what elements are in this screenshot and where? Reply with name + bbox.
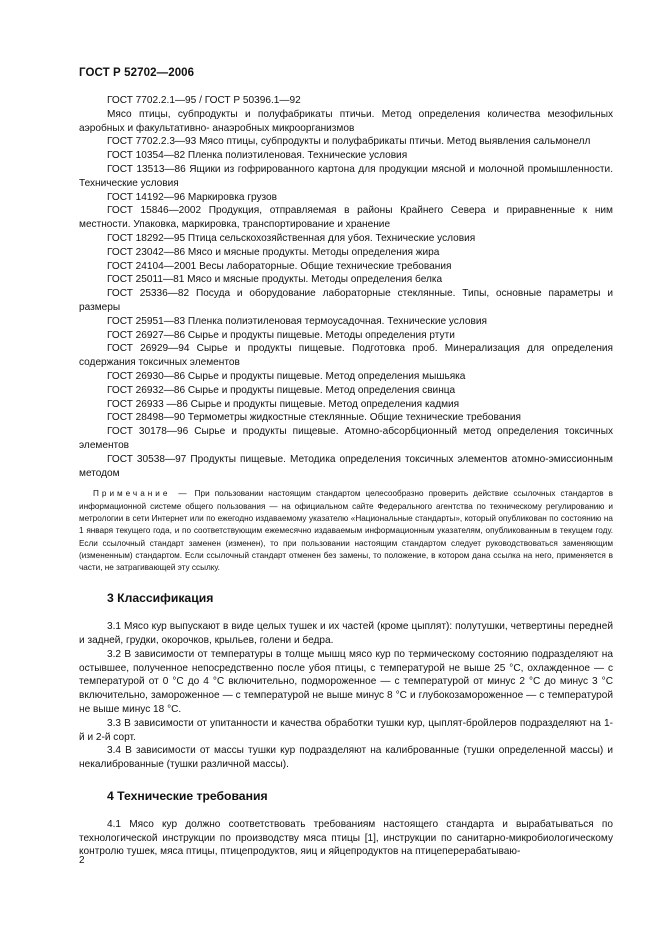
ref-line: ГОСТ 13513—86 Ящики из гофрированного картона для продукции мясной и молочной промышленности. Технические условия	[79, 163, 613, 189]
ref-line: ГОСТ 24104—2001 Весы лабораторные. Общие технические требования	[107, 260, 452, 272]
document-body	[79, 94, 613, 859]
ref-line: ГОСТ 7702.2.3—93 Мясо птицы, субпродукты и полуфабрикаты птичьи. Метод выявления сальмонелл	[107, 136, 591, 148]
ref-line: ГОСТ 15846—2002 Продукция, отправляемая в районы Крайнего Севера и приравненные к ним местности. Упаковка, маркировка, транспортирование и хранение	[79, 205, 613, 231]
paragraph-4-1: 4.1 Мясо кур должно соответствовать требованиям настоящего стандарта и вырабатываться по технологической инструкции по производству мяса птицы [1], инструкции по санитарно-микробиологическому контролю тушек, мяса птицы, птицепродуктов, яиц и яйцепродуктов на птицеперерабатываю-	[79, 818, 613, 858]
ref-line: ГОСТ 26933 —86 Сырье и продукты пищевые. Метод определения кадмия	[107, 398, 460, 410]
ref-line: ГОСТ 26930—86 Сырье и продукты пищевые. Метод определения мышьяка	[107, 370, 466, 382]
ref-line: Мясо птицы, субпродукты и полуфабрикаты птичьи. Метод определения количества мезофильных аэробных и факультативно- анаэробных микроорганизмов	[79, 108, 613, 134]
ref-line: ГОСТ 26927—86 Сырье и продукты пищевые. Методы определения ртути	[107, 329, 455, 341]
paragraph-3-3: 3.3 В зависимости от упитанности и качества обработки тушки кур, цыплят-бройлеров подразделяют на 1-й и 2-й сорт.	[79, 717, 613, 743]
section-3-heading: 3 Классификация	[107, 591, 214, 606]
ref-line: ГОСТ 30538—97 Продукты пищевые. Методика определения токсичных элементов атомно-эмиссионным методом	[79, 453, 613, 479]
ref-line: ГОСТ 30178—96 Сырье и продукты пищевые. Атомно-абсорбционный метод определения токсичных элементов	[79, 426, 613, 451]
ref-line: ГОСТ 23042—86 Мясо и мясные продукты. Методы определения жира	[107, 246, 440, 258]
ref-line: ГОСТ 28498—90 Термометры жидкостные стеклянные. Общие технические требования	[107, 412, 522, 424]
ref-line: ГОСТ 18292—95 Птица сельскохозяйственная для убоя. Технические условия	[107, 232, 476, 244]
ref-line: ГОСТ 25336—82 Посуда и оборудование лабораторные стеклянные. Типы, основные параметры и размеры	[79, 288, 613, 313]
paragraph-3-4: 3.4 В зависимости от массы тушки кур подразделяют на калиброванные (тушки определенной массы) и некалиброванные (тушки различной массы).	[79, 745, 613, 771]
section-4-heading: 4 Технические требования	[107, 788, 268, 803]
note-text: При пользовании настоящим стандартом целесообразно проверить действие ссылочных стандартов в информационной системе общего пользования — на официальном сайте Федерального агентства по техническому регулированию и метрологии в сети Интернет или по ежегодно издаваемому указателю «Национальные стандарты», который опубликован по состоянию на 1 января текущего года, и по соответствующим ежемесячно издаваемым информационным указателям, опубликованным в текущем году. Если ссылочный стандарт заменен (изменен), то при пользовании настоящим стандартом следует руководствоваться заменяющим (измененным) стандартом. Если ссылочный стандарт отменен без замены, то положение, в котором дана ссылка на него, применяется в части, не затрагивающей эту ссылку.	[79, 489, 613, 573]
page-number: 2	[79, 855, 85, 866]
paragraph-3-1: 3.1 Мясо кур выпускают в виде целых тушек и их частей (кроме цыплят): полутушки, четвертины передней и задней, грудки, окорочков, крыльев, голени и бедра.	[79, 621, 613, 646]
ref-line: ГОСТ 25951—83 Пленка полиэтиленовая термоусадочная. Технические условия	[107, 315, 487, 327]
ref-line: ГОСТ 10354—82 Пленка полиэтиленовая. Технические условия	[107, 150, 408, 162]
page-header-standard-number: ГОСТ Р 52702—2006	[79, 67, 195, 79]
note-label: Примечание —	[93, 489, 190, 499]
ref-line: ГОСТ 7702.2.1—95 / ГОСТ Р 50396.1—92	[107, 95, 301, 106]
ref-line: ГОСТ 14192—96 Маркировка грузов	[107, 191, 278, 203]
ref-line: ГОСТ 26929—94 Сырье и продукты пищевые. Подготовка проб. Минерализация для определения содержания токсичных элементов	[79, 343, 613, 369]
paragraph-3-2: 3.2 В зависимости от температуры в толще мышц мясо кур по термическому состоянию подразделяют на остывшее, полученное непосредственно после убоя птицы, с температурой не выше 25 °С, охлажденное — с температурой от 0 °С до 4 °С включительно, подмороженное — с температурой от минус 2 °С до минус 3 °С включительно, замороженное — с температурой не выше минус 8 °С и глубокозамороженное — с температурой не выше минус 18 °С.	[79, 648, 613, 715]
ref-line: ГОСТ 25011—81 Мясо и мясные продукты. Методы определения белка	[107, 274, 443, 286]
note-paragraph	[79, 488, 613, 574]
ref-line: ГОСТ 26932—86 Сырье и продукты пищевые. Метод определения свинца	[107, 384, 456, 396]
